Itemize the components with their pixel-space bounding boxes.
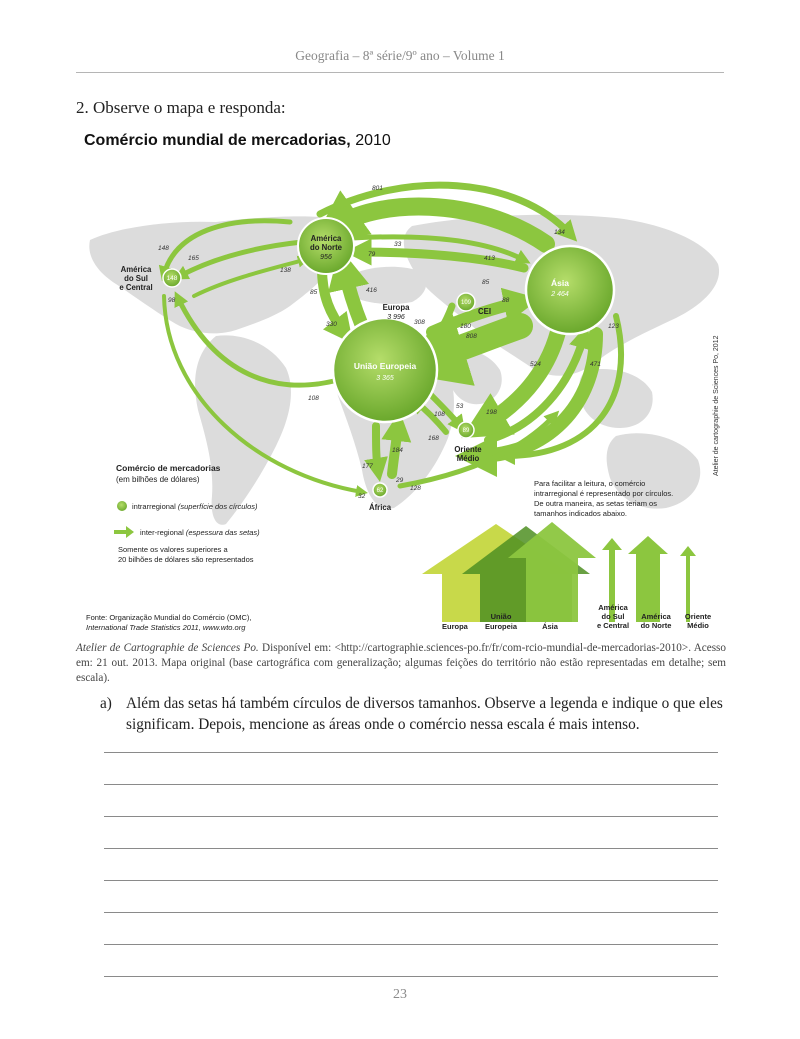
value-europe: 3 996 (387, 314, 405, 321)
label-south-america-3: e Central (119, 283, 153, 292)
label-south-america-2: do Sul (124, 274, 148, 283)
flow-label: 134 (554, 229, 565, 236)
label-north-america: América (310, 234, 342, 243)
answer-line[interactable] (104, 944, 718, 945)
arrow-label-om-2: Médio (687, 621, 709, 630)
flow-label: 123 (608, 323, 619, 330)
flow-label: 33 (394, 241, 402, 248)
circle-asia (526, 246, 614, 334)
answer-line[interactable] (104, 976, 718, 977)
arrow-label-ue-2: Europeia (484, 622, 518, 631)
label-european-union: União Europeia (353, 361, 417, 371)
flow-label: 98 (168, 297, 176, 304)
flow-label: 88 (502, 297, 510, 304)
label-cei: CEI (478, 307, 491, 316)
arrow-label-an: América (641, 612, 671, 621)
flow-label: 416 (366, 287, 377, 294)
map-source: Fonte: Organização Mundial do Comércio (OMC), (86, 613, 252, 622)
legend-subtitle: (em bilhões de dólares) (116, 475, 200, 484)
flow-label: 330 (326, 321, 337, 328)
legend-note: Somente os valores superiores a (118, 545, 228, 554)
label-middle-east-2: Médio (456, 454, 480, 463)
flow-label: 165 (188, 255, 199, 262)
answer-line[interactable] (104, 816, 718, 817)
intraregional-arrows (422, 522, 696, 622)
flow-label: 29 (396, 477, 404, 484)
page-number: 23 (393, 987, 407, 1002)
flow-label: 85 (482, 279, 490, 286)
label-europe: Europa (382, 303, 410, 312)
map-caption: Atelier de Cartographie de Sciences Po. Disponível em: <http://cartographie.sciences-po.fr/fr/com-rcio-mundial-de-mercadorias-2010>. Acesso em: 21 out. 2013. Mapa original (base cartográfica com generalização; algumas feições do território não estão representadas em detalhe; sem escala). (76, 642, 727, 684)
flow-label: 471 (590, 361, 601, 368)
intra-note-line: Para facilitar a leitura, o comércio (534, 479, 646, 488)
question-title: 2. Observe o mapa e responda: (76, 98, 286, 117)
flow-label: 524 (530, 361, 541, 368)
arrow-label-asc: América (598, 603, 628, 612)
arrow-label-asia: Ásia (542, 622, 558, 631)
value-european-union: 3 365 (376, 375, 394, 382)
label-south-america: América (120, 265, 152, 274)
answer-line[interactable] (104, 752, 718, 753)
flow-label: 53 (456, 403, 464, 410)
answer-line[interactable] (104, 784, 718, 785)
legend-note-2: 20 bilhões de dólares são representados (118, 555, 254, 564)
label-africa: África (368, 503, 392, 512)
flow-label: 128 (410, 485, 421, 492)
flow-label: 85 (310, 289, 318, 296)
flow-label: 108 (434, 411, 445, 418)
intra-note-line: tamanhos indicados abaixo. (534, 509, 627, 518)
flow-label: 413 (484, 255, 495, 262)
flow-label: 198 (486, 409, 497, 416)
value-asia: 2 464 (551, 291, 569, 298)
answer-line[interactable] (104, 880, 718, 881)
value-cei: 109 (460, 300, 472, 306)
flow-label: 308 (414, 319, 425, 326)
trade-map (76, 156, 724, 640)
header-rule (76, 72, 724, 73)
intra-note-line: intrarregional é representado por círculos. (534, 489, 674, 498)
legend-inter: inter-regional (espessura das setas) (140, 528, 260, 537)
flow-label: 177 (362, 463, 373, 470)
value-south-america: 148 (166, 275, 178, 282)
running-header: Geografia – 8ª série/9º ano – Volume 1 (295, 48, 505, 63)
arrow-label-europa: Europa (442, 622, 468, 631)
label-north-america-2: do Norte (309, 243, 343, 252)
value-north-america: 956 (320, 254, 332, 261)
flow-label: 108 (308, 395, 319, 402)
label-asia: Ásia (551, 278, 569, 288)
intra-note-line: De outra maneira, as setas teriam os (534, 499, 657, 508)
legend-arrow-icon (114, 526, 134, 538)
value-middle-east: 89 (462, 428, 470, 434)
question-a (100, 693, 730, 735)
answer-line[interactable] (104, 848, 718, 849)
answer-line[interactable] (104, 912, 718, 913)
flow-label: 79 (368, 251, 376, 258)
arrow-label-an-2: do Norte (640, 621, 672, 630)
legend-circle-icon (117, 501, 128, 512)
legend-title: Comércio de mercadorias (116, 463, 221, 473)
flow-label: 180 (460, 323, 471, 330)
question-a-text: Além das setas há também círculos de diversos tamanhos. Observe a legenda e indique o que eles significam. Depois, mencione as áreas onde o comércio nessa escala é mais intenso. (126, 695, 723, 733)
flow-label: 138 (280, 267, 291, 274)
arrow-label-ue: União (490, 612, 512, 621)
map-credit: Atelier de cartographie de Sciences Po, 2012 (713, 335, 720, 476)
flow-label: 32 (358, 493, 366, 500)
legend-intra: intrarregional (superfície dos círculos) (132, 502, 258, 511)
map-title: Comércio mundial de mercadorias, 2010 (84, 132, 391, 149)
arrow-america-do-norte (628, 536, 668, 622)
question-a-label: a) (100, 695, 112, 712)
flow-label: 801 (372, 185, 383, 192)
flow-label: 184 (392, 447, 403, 454)
label-middle-east: Oriente (454, 445, 482, 454)
map-source-2: International Trade Statistics 2011, www.wto.org (86, 623, 246, 632)
flow-label: 148 (158, 245, 169, 252)
flow-label: 168 (428, 435, 439, 442)
value-africa: 62 (376, 488, 384, 494)
arrow-label-om: Oriente (684, 612, 712, 621)
arrow-label-asc-2: do Sul (601, 612, 625, 621)
flow-europe-to-africa (376, 426, 378, 470)
arrow-oriente-medio (680, 546, 696, 622)
flow-label: 808 (466, 333, 477, 340)
arrow-label-asc-3: e Central (596, 621, 630, 630)
